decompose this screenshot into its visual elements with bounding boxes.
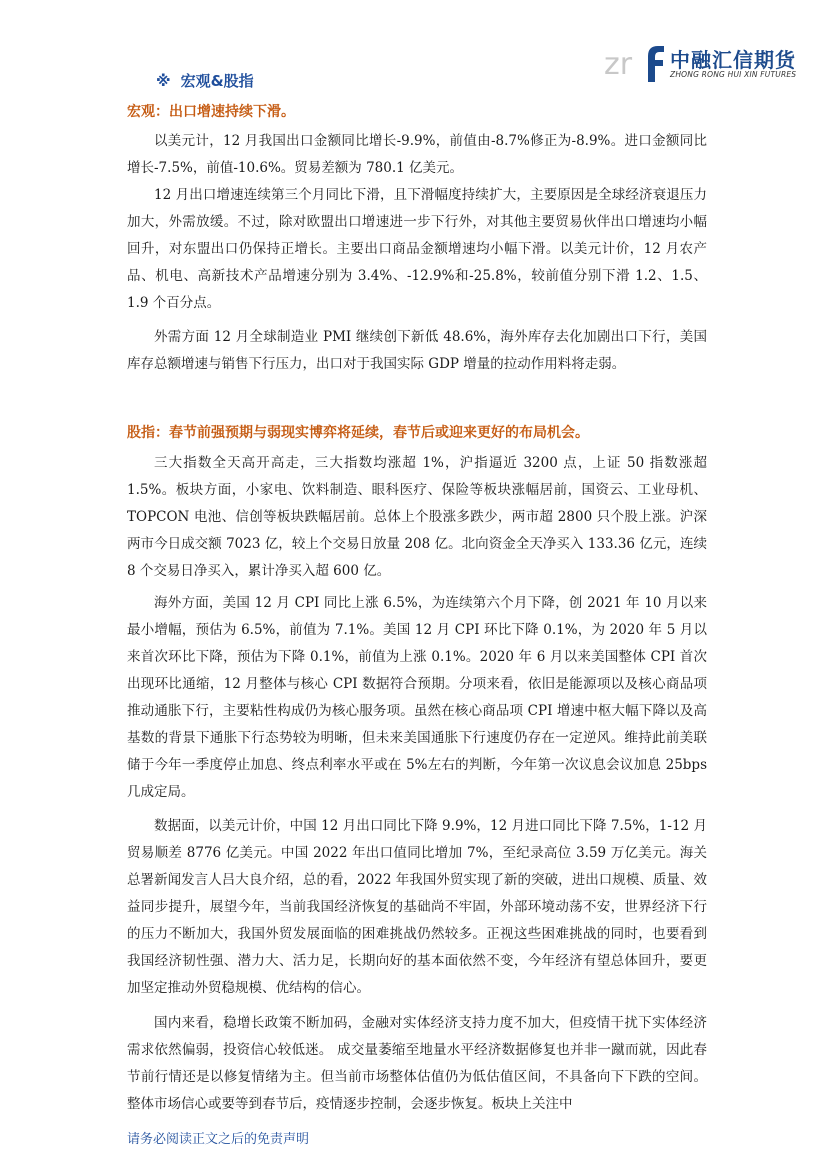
equity-paragraph-3: 数据面，以美元计价，中国 12 月出口同比下降 9.9%，12 月进口同比下降 7.5%，1-12 月贸易顺差 8776 亿美元。中国 2022 年出口值同比增加 7%，至纪录高位 3.59 万亿美元。海关总署新闻发言人吕大良介绍，总的看，2022 年我国外贸实现了新的突破，进出口规模、质量、效益同步提升，展望今年，当前我国经济恢复的基础尚不牢固，外部环境动荡不安，世界经济下行的压力不断加大，我国外贸发展面临的困难挑战仍然较多。正视这些困难挑战的同时，也要看到我国经济韧性强、潜力大、活力足，长期向好的基本面依然不变，今年经济有望总体回升，要更加坚定推动外贸稳规模、优结构的信心。 xyxy=(127,818,707,996)
logo-english-name: ZHONG RONG HUI XIN FUTURES xyxy=(670,70,797,79)
macro-heading: 宏观：出口增速持续下滑。 xyxy=(127,104,295,120)
section-title-text: 宏观&股指 xyxy=(180,72,254,90)
macro-paragraph-2: 12 月出口增速连续第三个月同比下滑，且下滑幅度持续扩大，主要原因是全球经济衰退压力加大，外需放缓。不过，除对欧盟出口增速进一步下行外，对其他主要贸易伙伴出口增速均小幅回升，对东盟出口仍保持正增长。主要出口商品金额增速均小幅下滑。以美元计价，12 月农产品、机电、高新技术产品增速分别为 3.4%、-12.9%和-25.8%，较前值分别下滑 1.2、1.5、1.9 个百分点。 xyxy=(127,187,707,311)
disclaimer-footer: 请务必阅读正文之后的免责声明 xyxy=(127,1132,310,1147)
svg-text:zr: zr xyxy=(604,47,633,82)
company-logo xyxy=(604,40,804,86)
logo-chinese-name: 中融汇信期货 xyxy=(670,48,796,72)
macro-paragraph-1: 以美元计，12 月我国出口金额同比增长-9.9%，前值由-8.7%修正为-8.9%。进口金额同比增长-7.5%，前值-10.6%。贸易差额为 780.1 亿美元。 xyxy=(127,133,707,176)
equity-heading: 股指：春节前强预期与弱现实博弈将延续，春节后或迎来更好的布局机会。 xyxy=(127,425,589,441)
equity-paragraph-2: 海外方面，美国 12 月 CPI 同比上涨 6.5%，为连续第六个月下降，创 2021 年 10 月以来最小增幅，预估为 6.5%，前值为 7.1%。美国 12 月 CPI 环比下降 0.1%，为 2020 年 5 月以来首次环比下降，预估为下降 0.1%，前值为上涨 0.1%。2020 年 6 月以来美国整体 CPI 首次出现环比通缩，12 月整体与核心 CPI 数据符合预期。分项来看，依旧是能源项以及核心商品项推动通胀下行，主要粘性构成仍为核心服务项。虽然在核心商品项 CPI 增速中枢大幅下降以及高基数的背景下通胀下行态势较为明晰，但未来美国通胀下行速度仍存在一定逆风。维持此前美联储于今年一季度停止加息、终点利率水平或在 5%左右的判断，今年第一次议息会议加息 25bps 几成定局。 xyxy=(127,595,707,800)
section-title xyxy=(156,70,254,91)
reference-mark-icon: ※ xyxy=(156,72,171,90)
equity-paragraph-4: 国内来看，稳增长政策不断加码，金融对实体经济支持力度不加大，但疫情干扰下实体经济需求依然偏弱，投资信心较低迷。 成交量萎缩至地量水平经济数据修复也并非一蹴而就，因此春节前行情还是以修复情绪为主。但当前市场整体估值仍为低估值区间，不具备向下下跌的空间。整体市场信心或要等到春节后，疫情逐步控制，会逐步恢复。板块上关注中 xyxy=(127,1015,707,1112)
zrf-logo-mark-icon xyxy=(604,42,666,82)
macro-paragraph-3: 外需方面 12 月全球制造业 PMI 继续创下新低 48.6%，海外库存去化加剧出口下行，美国库存总额增速与销售下行压力，出口对于我国实际 GDP 增量的拉动作用料将走弱。 xyxy=(127,329,707,372)
equity-paragraph-1: 三大指数全天高开高走，三大指数均涨超 1%，沪指逼近 3200 点，上证 50 指数涨超 1.5%。板块方面，小家电、饮料制造、眼科医疗、保险等板块涨幅居前，国资云、工业母机、TOPCON 电池、信创等板块跌幅居前。总体上个股涨多跌少，两市超 2800 只个股上涨。沪深两市今日成交额 7023 亿，较上个交易日放量 208 亿。北向资金全天净买入 133.36 亿元，连续 8 个交易日净买入，累计净买入超 600 亿。 xyxy=(127,455,707,579)
